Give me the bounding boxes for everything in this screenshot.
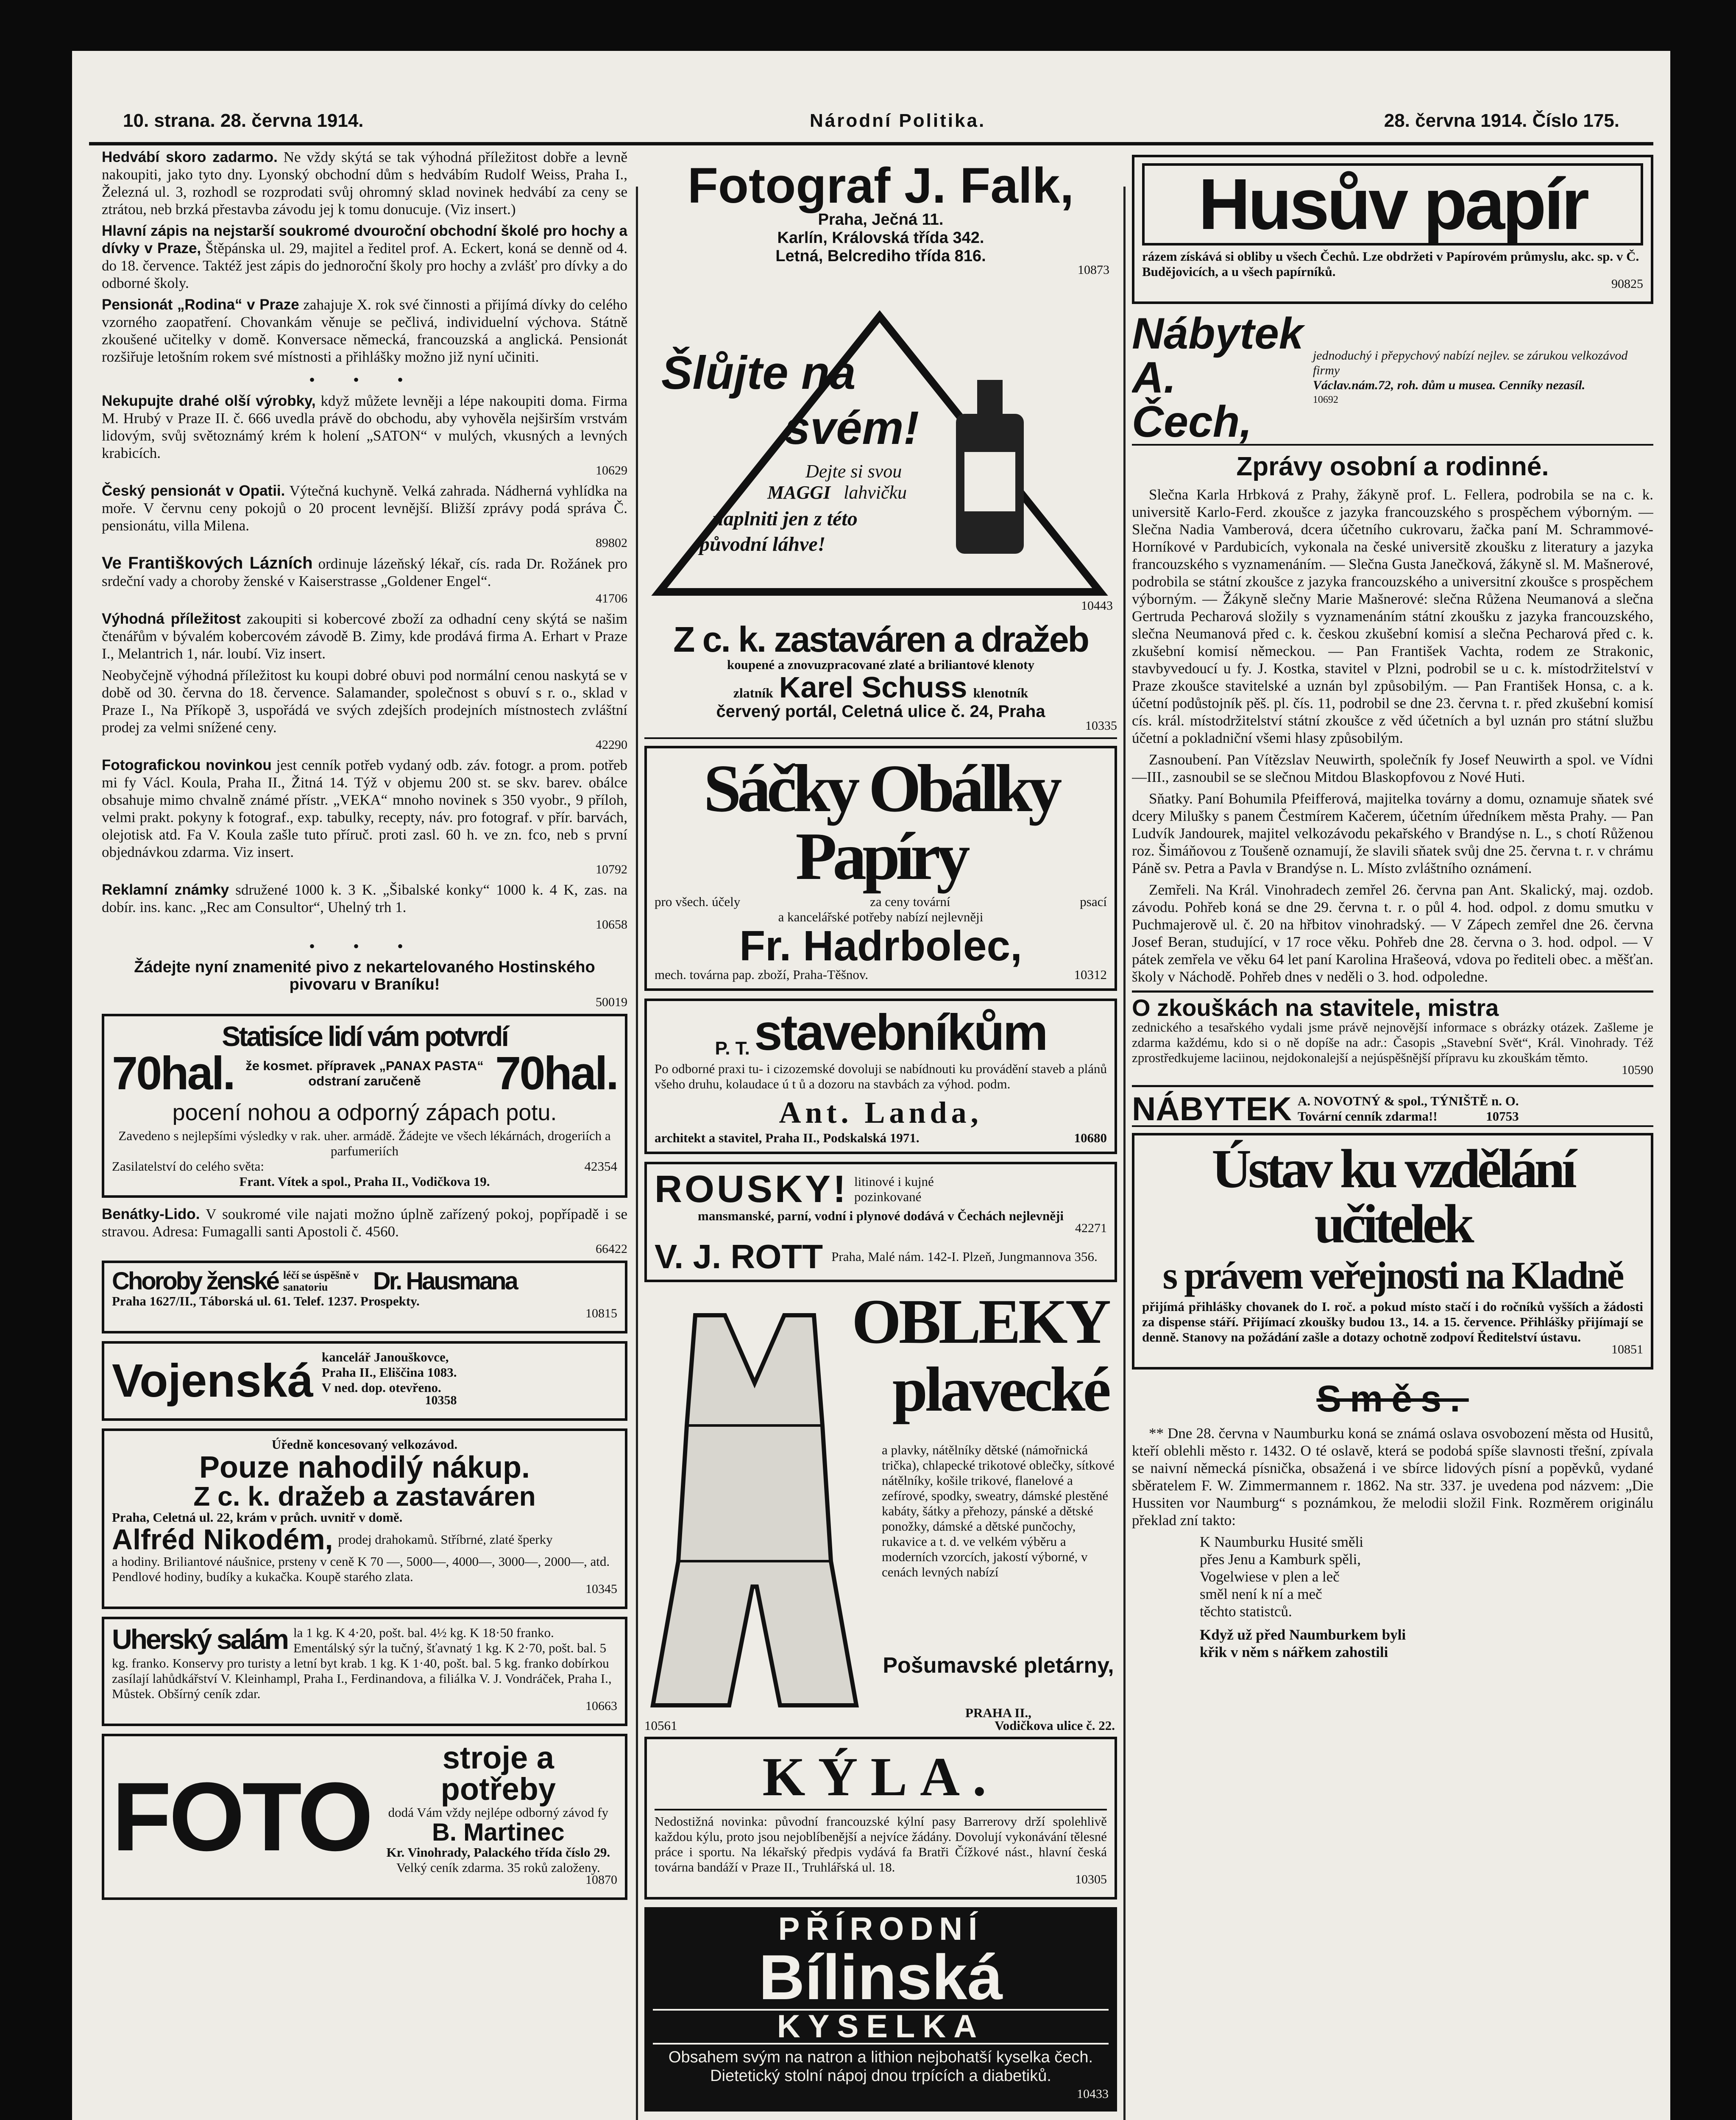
ad-novotny-t2: Tovární cenník zdarma!! (1298, 1109, 1438, 1124)
ad-maggi-l1: Šlůjte na (661, 347, 856, 399)
notice-silk-text: Ne vždy skýtá se tak výhodná příležitost dobře a levně nakoupiti, jako tyto dny. Lyonský obchodní dům s hedvábím Rudolf Weiss, Praha I., Železná ul. 3, rozhodl se rozprodati svůj ohromný sklad novinek hedvábí za ceny se ztrátou, neb brzká přestavba závodu jej k tomu donucuje. (Viz insert.) (102, 149, 627, 218)
notice-koula-num: 10792 (596, 862, 627, 876)
ad-maggi-l3: Dejte si svou (805, 461, 902, 482)
ad-hadrbolec-l3: Fr. Hadrbolec, (739, 922, 1022, 970)
ad-ustav-num: 10851 (1611, 1342, 1643, 1356)
poem (1132, 1533, 1653, 1661)
notice-stamps (102, 881, 627, 916)
ad-schuss-l2c: klenotník (973, 685, 1028, 700)
ad-landa-pre: P. T. (715, 1038, 750, 1059)
notice-school-text: Štěpánska ul. 29, majitel a ředitel prof. A. Eckert, koná se denně od 4. do 18. července. Taktéž jest zápis do jednoroční školy pro hochy a zvlášť pro dívky a do odborné školy. (102, 240, 627, 291)
ad-novotny-num: 10753 (1486, 1109, 1519, 1124)
ad-kyla-big: KÝLA. (655, 1745, 1107, 1810)
ad-hadrbolec-l4: mech. továrna pap. zboží, Praha-Těšnov. (655, 967, 869, 982)
column-1 (102, 148, 627, 2120)
ad-rott-big: ROUSKY! (655, 1168, 849, 1211)
header-rule (89, 142, 1653, 145)
ad-falk (644, 155, 1117, 287)
ad-foto-t5: Kr. Vinohrady, Palackého třída číslo 29. (386, 1845, 610, 1860)
ad-statisice-row (112, 1047, 617, 1099)
ad-kyla-t1: Nedostižná novinka: původní francouzské kýlní pasy Barrerovy drží spolehlivě každou kýlu, proto jsou nejoblíbenější a nejvíce žádány. Dovolují vykonávání tělesné práce i sportu. Na lékařský předpis vydává fa Bratři Čížkové nást., hlavní česká továrna bandáží v Praze II., Truhlářská ul. 18. (655, 1814, 1107, 1875)
ad-maggi-num: 10443 (1081, 599, 1113, 613)
notice-pension (102, 296, 627, 365)
ad-vojenska-t1: kancelář Janouškovce, (321, 1350, 449, 1364)
section-title-personal: Zprávy osobní a rodinné. (1236, 452, 1549, 481)
ad-maggi (644, 295, 1117, 617)
ad-stavitel-title: O zkouškách na stavitele, mistra (1132, 994, 1499, 1021)
notice-saton-text: když můžete levněji a lépe nakoupiti doma. Firma M. Hrubý v Praze II. č. 666 uvedla právě do obchodu, aby vyhověla nejširším vrstvám lidovým, svůj světoznámý krém k holení „SATON“ v mulých, vkusných a levných krabicích. (102, 393, 627, 461)
notice-salamander-text: Neobyčejně výhodná příležitost ku koupi dobré obuvi pod normální cenou naskytá se v době od 30. června do 18. července. Salamander, společnost s obuví s r. o., sklad v Praze I., Na Příkopě 3, uspořádá ve svých zdejších prodejních místnostech zvláštní prodej za velmi snížené ceny. (102, 667, 627, 736)
ad-cech-t2: Václav.nám.72, roh. dům u musea. Cenníky nezasíl. (1312, 378, 1586, 392)
ad-stavitel-t1: zednického a tesařského vydali jsme právě nejnovější informace s obrázky otázek. Zašleme je zdarma každému, kdo si o ně dopíše na adr.: Časopis „Stavební Svět“, Král. Vinohrady. Též zprostředkujeme laciinou, nejdokonalejší a nejúspěšnější přípravu ku zkouškám těmto. (1132, 1020, 1653, 1065)
ad-hausman-l1d: Dr. Hausmana (373, 1267, 517, 1295)
notice-saton-num: 10629 (596, 463, 627, 477)
ad-landa-head (655, 1004, 1107, 1061)
ad-novotny (1132, 1092, 1653, 1127)
ad-hus (1132, 155, 1653, 304)
ad-foto-t1: stroje a (442, 1740, 554, 1775)
ad-novotny-big: NÁBYTEK (1132, 1090, 1292, 1127)
ad-statisice-l6: Frant. Vítek a spol., Praha II., Vodičkova 19. (239, 1174, 490, 1189)
ad-ustav-t1: přijímá přihlášky chovanek do I. roč. a pokud místo stačí i do ročníků vyšších a žádosti za dispense stáří. Přijímací zkoušky budou 13., 14. a 15. července. Přihlášky přijímají se denně. Stanovy na požádání zašle a dotazy ochotně zodpoví Ředitelství ústavu. (1142, 1299, 1643, 1345)
notice-carpets (102, 610, 627, 662)
ad-cech (1132, 309, 1653, 446)
ad-hausman-l2: Praha 1627/II., Táborská ul. 61. Telef. 1237. Prospekty. (112, 1294, 420, 1308)
ad-nikodem-l3: Praha, Celetná ul. 22, krám v průch. uvnitř v domě. (112, 1510, 403, 1525)
ad-bilin-l1: PŘÍRODNÍ (778, 1911, 984, 1947)
notice-silk (102, 148, 627, 218)
ad-hausman-l1c: léčí se úspěšně v sanatoriu (283, 1269, 359, 1293)
notice-frantiskovy (102, 555, 627, 590)
ad-hausman (102, 1261, 627, 1333)
ad-obleky-l1: OBLEKY (852, 1286, 1109, 1357)
ad-nikodem-num: 10345 (585, 1582, 617, 1596)
notice-frantiskovy-lead: Ve Františkových Lázních (102, 554, 313, 572)
ad-vojenska-num: 10358 (425, 1393, 457, 1407)
ad-statisice-l5-row (112, 1159, 617, 1174)
ad-cech-text (1313, 348, 1653, 407)
ad-schuss-row (644, 672, 1117, 702)
ad-nikodem-l4b: prodej drahokamů. Stříbrné, zlaté šperky (338, 1532, 553, 1547)
notice-school-lead: Hlavní zápis na nejstarší soukromé dvouroční obchodní školé pro hochy a dívky v Praze, (102, 223, 627, 257)
notice-pension-lead: Pensionát „Rodina“ v Praze (102, 296, 299, 313)
ad-hadrbolec (644, 746, 1117, 991)
ad-obleky-l2: plavecké (892, 1354, 1109, 1425)
ad-bilin-l2: Bílinská (758, 1941, 1003, 2013)
ad-vojenska-t3: V ned. dop. otevřeno. (321, 1380, 441, 1395)
ad-maggi-l4: MAGGI (767, 482, 831, 503)
ad-nikodem-l1: Pouze nahodilý nákup. (199, 1451, 530, 1484)
poem-line-7: křik v něm s nářkem zahostili (1200, 1644, 1388, 1660)
ad-hausman-l1a: Choroby (112, 1267, 201, 1295)
ad-obleky-t2: Pošumavské pletárny, (883, 1653, 1114, 1678)
notice-lido-num: 66422 (596, 1242, 627, 1256)
ad-rott-foot (655, 1240, 1107, 1274)
ad-statisice-price-right: 70hal. (495, 1047, 617, 1099)
ad-foto-t2: potřeby (440, 1771, 556, 1807)
personal-p1: Slečna Karla Hrbková z Prahy, žákyně prof. L. Fellera, podrobila se na c. k. universitě Karlo-Ferd. zkoušce z jazyka francouzského s prospěchem výborným. — Slečna Nadia Vamberová, dcera účetního cukrovaru, žačka paní M. Schrammové-Horníkové v Pardubicích, vykonala na české universitě zkoušku z literatury a jazyka francouzského s vyznamenáním. — Slečna Gusta Janečková, žákyně sl. M. Mašnerové, podrobila se státní zkoušce z jazyka francouzského a universitní zkoušce s prospěchem výborným. — Žákyně slečny Marie Mašnerové: slečna Růžena Neumanová a slečna Gertruda Pecharová složily s vyznamenáním státní zkoušku z jazyka francouzského, slečna Neumanová před c. k. českou zkušební komisí a slečna Pecharová před c. k. zkušební komisí německou. — Pan František Vachta, rodem ze Strakonic, stavbyvedoucí u fy. J. Kostka, stavitel v Plzni, podrobil se u c. k. místodržitelství v Praze zkoušce stavitelské a uznán byl způsobilým. — Pan František Honsa, c. a k. účetní podůstojník pěš. pl. čís. 11, podrobil se dne 23. června t. r. před zkušební komisí cís. král. místodržitelství státní zkoušce z věd účetních a byl uznán pro státní službu účetní a pokladniční všemi hlasy způsobilým. (1132, 486, 1653, 746)
column-3 (1132, 151, 1653, 2120)
ad-nikodem-l4: Alfréd Nikodém, (112, 1523, 333, 1556)
ad-salam-t1: la 1 kg. K 4·20, pošt. bal. 4½ kg. K 18·50 franko. Ementálský sýr la tučný, šťavnatý 1 kg. K 2·70, pošt. bal. 5 kg. franko. Konservy pro turisty a letní byt krab. 1 kg. K 1·40, pošt. bal. 5 kg. franko dobírkou zasílají lahůdkářství V. Kleinhampl, Praha I., Ferdinandova, a filiálka V. J. Vondráček, Praha I., Můstek. Obšírný ceník zdar. (112, 1625, 612, 1701)
notice-koula-text: jest cenník potřeb vydaný odb. záv. fotogr. a prom. potřeb mi fy Václ. Koula, Praha II., Žitná 14. Týž v objemu 200 st. se skv. barev. obálce obsahuje mimo chvalně známé přístr. „VEKA“ mnoho novinek s 350 vyobr., 9 příloh, velmi prakt. pokyny k fotograf., exp. tabulky, recepty, náv. pro fotograf. v přír. barvách, olejotisk atd. Fa V. Koula zašle tuto příruč. proti zasl. 60 h. ve zn. fco, neb s první objednávkou zdarma. Viz insert. (102, 757, 627, 860)
notice-beer-text: Žádejte nyní znamenité pivo z nekartelovaného Hostinského pivovaru v Braníku! (134, 958, 595, 993)
swimsuit-icon (644, 1298, 865, 1722)
ad-rott-tag: litinové i kujné pozinkované (854, 1174, 934, 1204)
poem-line-3: Vogelwiese v plen a leč (1200, 1568, 1340, 1585)
notice-lido-lead: Benátky-Lido. (102, 1206, 200, 1222)
ad-schuss-num: 10335 (1085, 719, 1117, 733)
ad-obleky-t3: PRAHA II., (965, 1705, 1031, 1720)
ad-schuss-l3: červený portál, Celetná ulice č. 24, Praha (716, 702, 1045, 721)
ad-falk-l1: Praha, Ječná 11. (818, 211, 944, 229)
column-divider-2 (1123, 187, 1126, 2120)
ad-hadrbolec-l1a: pro všech. účely (655, 894, 741, 909)
ad-foto-big: FOTO (112, 1762, 371, 1871)
personal-p3: Sňatky. Paní Bohumila Pfeifferová, majitelka továrny a domu, oznamuje sňatek své dcery Milušky s panem Čestmírem Kačerem, účetním úředníkem města Prahy. — Pan Ludvík Jandourek, majitel velkozávodu pekařského v Brandýse n. L., s chotí Růženou roz. Šimáňovou z Toušeně oznamují, že slavili sňatek svůj dne 25. června t. r. v chrámu Páně sv. Petra a Pavla v Brandýse n. L. Místo zvláštního oznámení. (1132, 790, 1653, 876)
ad-foto-t4: B. Martinec (432, 1819, 565, 1846)
ad-foto-t3: dodá Vám vždy nejlépe odborný závod fy (388, 1805, 609, 1820)
ad-hus-big: Husův papír (1142, 163, 1643, 245)
notice-salamander (102, 667, 627, 736)
ad-cech-big1: Nábytek (1132, 309, 1304, 358)
ad-cech-t1: jednoduchý i přepychový nabízí nejlev. se zárukou velkozávod firmy (1312, 349, 1628, 377)
ad-vojenska-t2: Praha II., Eliščina 1083. (321, 1365, 457, 1380)
ad-statisice-l3: pocení nohou a odporný zápach potu. (172, 1100, 557, 1125)
smes-p1: ** Dne 28. června v Naumburku koná se známá oslava osvobození města od Husitů, kteří oblehli město r. 1432. O té oslavě, která se podobá spíše slavnosti třešní, zpívala se naivní německá písnička, obsažená i ve sbírce lidových písní a popěvků, vydané sběratelem F. W. Zimmermannem r. 1862. Na str. 337. je uvedena pod názvem: „Die Hussiten vor Naumburg“ s poznámkou, že melodii složil Fink. Rozměrem originálu překlad zní takto: (1132, 1425, 1653, 1529)
notice-saton (102, 392, 627, 462)
notice-saton-lead: Nekupujte drahé olší výrobky, (102, 393, 316, 409)
column-divider-1 (636, 187, 638, 2120)
ad-landa-l3row (655, 1130, 1107, 1146)
ad-statisice-l4: Zavedeno s nejlepšími výsledky v rak. uher. armádě. Žádejte ve všech lékárnách, drogeriích a parfumeriích (118, 1128, 611, 1158)
notice-opatia-num: 89802 (596, 536, 627, 550)
ad-foto (102, 1734, 627, 1900)
ad-bilin-l4: Obsahem svým na natron a lithion nejbohatší kyselka čech. Dietetický stolní nápoj dnou trpících a diabetiků. (668, 2048, 1093, 2085)
ad-landa-l2: Ant. Landa, (779, 1096, 983, 1130)
poem-line-4: směl není k ní a meč (1200, 1586, 1322, 1602)
ad-hus-num: 90825 (1611, 277, 1643, 291)
ad-schuss (644, 619, 1117, 739)
ad-vojenska (102, 1341, 627, 1421)
notice-pension-text: zahajuje X. rok své činnosti a přijímá dívky do celého vzorného zaopatření. Chovankám věnuje se pečlivá, individuelní výchova. Státně zkoušené učitelky v domě. Konversace německá, francouzská a anglická. Pensionát rozšiřuje letošním rokem své místnosti a přihlášky možno již nyní učiniti. (102, 296, 627, 365)
ad-maggi-l2: svém! (784, 402, 919, 454)
ad-foto-text (379, 1742, 617, 1891)
ad-hadrbolec-num: 10312 (1074, 967, 1107, 982)
header-right: 28. června 1914. Číslo 175. (1384, 110, 1619, 131)
ad-rott-head (655, 1168, 1107, 1211)
ad-ustav (1132, 1133, 1653, 1370)
ad-hadrbolec-big: Sáčky Obálky Papíry (703, 750, 1058, 894)
notice-stamps-num: 10658 (596, 918, 627, 932)
notice-opatia-lead: Český pensionát v Opatii. (102, 483, 285, 499)
notice-school (102, 222, 627, 292)
poem-line-1: K Naumburku Husité směli (1200, 1534, 1363, 1550)
separator-stars: • • • (309, 370, 420, 389)
ad-cech-big2: A. Čech, (1132, 353, 1252, 446)
ad-novotny-t1: A. NOVOTNÝ & spol., TÝNIŠTĚ n. O. (1298, 1093, 1519, 1108)
ad-schuss-big: Z c. k. zastaváren a dražeb (673, 619, 1088, 659)
ad-nikodem-l2: Z c. k. dražeb a zastaváren (193, 1481, 536, 1512)
ad-stavitel (1132, 990, 1653, 1087)
ad-schuss-l1: koupené a znovuzpracované zlaté a briliantové klenoty (727, 657, 1035, 672)
ad-foto-num: 10870 (585, 1873, 617, 1887)
personal-p2: Zasnoubení. Pan Vítězslav Neuwirth, společník fy Josef Neuwirth a spol. ve Vídni—III., zasnoubil se se slečnou Mitdou Blaskopfovou z Nové Huti. (1132, 751, 1653, 785)
ad-schuss-l2b: Karel Schuss (779, 671, 967, 704)
ad-landa-big: stavebníkům (754, 1004, 1047, 1061)
ad-rott (644, 1162, 1117, 1282)
ad-landa-l1: Po odborné praxi tu- i cizozemské dovoluji se nabídnouti ku provádění staveb a plánů všeho druhu, kolaudace ú t ů a dozoru na stavbách za výhod. podm. (655, 1061, 1107, 1091)
notice-frantiskovy-text: ordinuje lázeňský lékař, cís. rada Dr. Rožánek pro srdeční vady a choroby ženské v Kaiserstrasse „Goldener Engel“. (102, 555, 627, 589)
notice-koula-lead: Fotografickou novinkou (102, 757, 272, 773)
ad-novotny-t2row (1298, 1109, 1519, 1124)
notice-opatia-text: Výtečná kuchyně. Velká zahrada. Nádherná vyhlídka na moře. V červnu ceny pokojů o 20 procent levnější. Bližší zprávy podá správa Č. pensionátu, villa Milena. (102, 483, 627, 534)
ad-falk-big: Fotograf J. Falk, (687, 158, 1074, 214)
ad-ustav-l2: s právem veřejnosti na Kladně (1162, 1254, 1623, 1297)
ad-landa-l3: architekt a stavitel, Praha II., Podskalská 1971. (655, 1130, 920, 1145)
ad-maggi-l7: původní láhve! (699, 533, 826, 555)
poem-line-2: přes Jenu a Kamburk spěli, (1200, 1551, 1361, 1568)
ad-nikodem (102, 1428, 627, 1609)
ad-hadrbolec-l2: a kancelářské potřeby nabízí nejlevněji (778, 909, 984, 924)
header-center: Národní Politika. (810, 110, 986, 131)
ad-bilin (644, 1907, 1117, 2112)
ad-obleky-t1: a plavky, nátělníky dětské (námořnická trička), chlapecké trikotové oblečky, sítkové nátělníky, košile trikové, flanelové a zefírové, spodky, sweatry, dámské plestěné kabáty, šátky a přehozy, pánské a dětské ponožky, dámské a dětské punčochy, rukavice a t. d. ve velkém výběru a moderních vzorcích, jakostí výborné, v cenách levných nabízí (882, 1442, 1115, 1579)
column-2 (644, 151, 1117, 2120)
ad-obleky-num: 10561 (644, 1718, 677, 1733)
notice-frantiskovy-num: 41706 (596, 591, 627, 605)
personal-p4: Zemřeli. Na Král. Vinohradech zemřel 26. června pan Ant. Skalický, maj. ozdob. závodu. Pohřeb koná se dne 29. června t. r. o půl 4. hod. odpol. z domu smutku v Puchmajerově ul. č. 20 na hřbitov vinohradský. — V Zápech zemřel dne 26. června Josef Beran, studující, v 17 roce věku. Pohřeb dne 28. června o 3. hod. odpol. — V pátek zemřela ve věku 64 let paní Karolina Hrašeová, vdova po řediteli obec. a měšťan. školy v Náchodě. Pohřeb dnes v neděli o 3. hod. odpoledne. (1132, 881, 1653, 985)
ad-falk-l2: Karlín, Královská třída 342. (777, 229, 984, 247)
ad-kyla (644, 1737, 1117, 1900)
ad-foto-t6: Velký ceník zdarma. 35 roků založeny. (396, 1860, 600, 1875)
notice-beer-num: 50019 (596, 995, 627, 1009)
notice-stamps-text: sdružené 1000 k. 3 K. „Šibalské konky“ 1000 k. 4 K, zas. na dobír. ins. kanc. „Rec am Consultor“, Uhelný trh 1. (102, 881, 627, 915)
ad-hausman-num: 10815 (585, 1306, 617, 1320)
ad-schuss-l2a: zlatník (733, 685, 773, 700)
ad-nikodem-l0: Úředně koncesovaný velkozávod. (271, 1437, 458, 1452)
ad-obleky-t4: Vodičkova ulice č. 22. (995, 1718, 1115, 1733)
ad-stavitel-num: 10590 (1622, 1063, 1653, 1077)
ad-novotny-text (1298, 1093, 1519, 1124)
ad-vojenska-text (322, 1350, 457, 1412)
ad-salam (102, 1617, 627, 1726)
ad-statisice-l5: Zasilatelství do celého světa: (112, 1159, 264, 1174)
ad-vojenska-big: Vojenská (112, 1355, 313, 1407)
notice-carpets-lead: Výhodná příležitost (102, 611, 241, 627)
notice-beer (102, 959, 627, 993)
notice-stamps-lead: Reklamní známky (102, 881, 229, 898)
notice-salamander-num: 42290 (596, 738, 627, 752)
ad-hadrbolec-l1row (655, 894, 1107, 909)
ad-salam-big: Uherský salám (112, 1623, 287, 1655)
ad-maggi-l6: naplniti jen z této (712, 508, 858, 530)
ad-hadrbolec-l1b: za ceny tovární (870, 894, 950, 909)
ad-rott-num: 42271 (1075, 1221, 1107, 1235)
ad-ustav-l1: Ústav ku vzdělání učitelek (1212, 1138, 1574, 1255)
ad-statisice-l1: Statisíce lidí vám potvrdí (222, 1021, 507, 1052)
ad-rott-l3: Praha, Malé nám. 142-I. Plzeň, Jungmannova 356. (831, 1249, 1098, 1264)
ad-nikodem-row (112, 1525, 617, 1554)
section-title-smes: Směs. (1316, 1378, 1469, 1420)
ad-statisice-price-left: 70hal. (112, 1047, 234, 1099)
ad-hus-t1: rázem získává si obliby u všech Čechů. Lze obdržeti v Papírovém průmyslu, akc. sp. v Č. Budějovicích, a u všech papírníků. (1142, 249, 1639, 279)
ad-obleky (644, 1286, 1117, 1733)
ad-salam-num: 10663 (585, 1699, 617, 1713)
ad-hausman-l1b: ženské (206, 1267, 278, 1295)
notice-koula (102, 756, 627, 861)
ad-bilin-num: 10433 (1077, 2087, 1109, 2101)
ad-cech-names (1132, 309, 1306, 446)
ad-statisice-l5num: 42354 (584, 1159, 617, 1174)
ad-kyla-num: 10305 (1075, 1872, 1107, 1886)
ad-bilin-l3: KYSELKA (653, 2009, 1109, 2045)
poem-line-5: těchto statistců. (1200, 1603, 1292, 1620)
ad-landa (644, 999, 1117, 1154)
ad-statisice-mid: že kosmet. přípravek „PANAX PASTA“ odstraní zaručeně (245, 1058, 484, 1088)
ad-statisice (102, 1014, 627, 1198)
notice-opatia (102, 482, 627, 534)
ad-hadrbolec-l1c: psací (1080, 894, 1107, 909)
ad-hausman-row (112, 1269, 617, 1294)
ad-falk-num: 10873 (1078, 263, 1109, 277)
header-left: 10. strana. 28. června 1914. (123, 110, 364, 131)
newspaper-page (72, 51, 1670, 2120)
notice-lido (102, 1205, 627, 1240)
notice-lido-text: V soukromé vile najati možno úplně zařízený pokoj, popřípadě i se stravou. Adresa: Fumagalli santi Apostoli č. 4560. (102, 1206, 627, 1240)
ad-nikodem-l5: a hodiny. Briliantové náušnice, prsteny v ceně K 70 —, 5000—, 4000—, 3000—, 2000—, atd. Pendlové hodiny, budíky a kukačka. Koupě starého zlata. (112, 1554, 610, 1584)
ad-rott-l1: mansmanské, parní, vodní i plynové dodává v Čechách nejlevněji (698, 1208, 1064, 1223)
notice-silk-lead: Hedvábí skoro zadarmo. (102, 149, 278, 165)
separator-stars-2: • • • (309, 937, 420, 956)
ad-rott-l2: V. J. ROTT (655, 1238, 823, 1275)
ad-maggi-l5: lahvičku (844, 482, 907, 503)
ad-landa-num: 10680 (1074, 1130, 1107, 1145)
ad-falk-l3: Letná, Belcrediho třída 816. (775, 247, 986, 265)
notice-carpets-text: zakoupiti si kobercové zboží za odhadní ceny skýtá se našim čtenářům v bývalém kobercovém závodě B. Zimy, kde prodává firma A. Erhart v Praze I., Melantrich 1, nár. loubí. Viz insert. (102, 611, 627, 662)
poem-line-6: Když už před Naumburkem byli (1200, 1626, 1406, 1643)
ad-cech-num: 10692 (1312, 394, 1338, 405)
